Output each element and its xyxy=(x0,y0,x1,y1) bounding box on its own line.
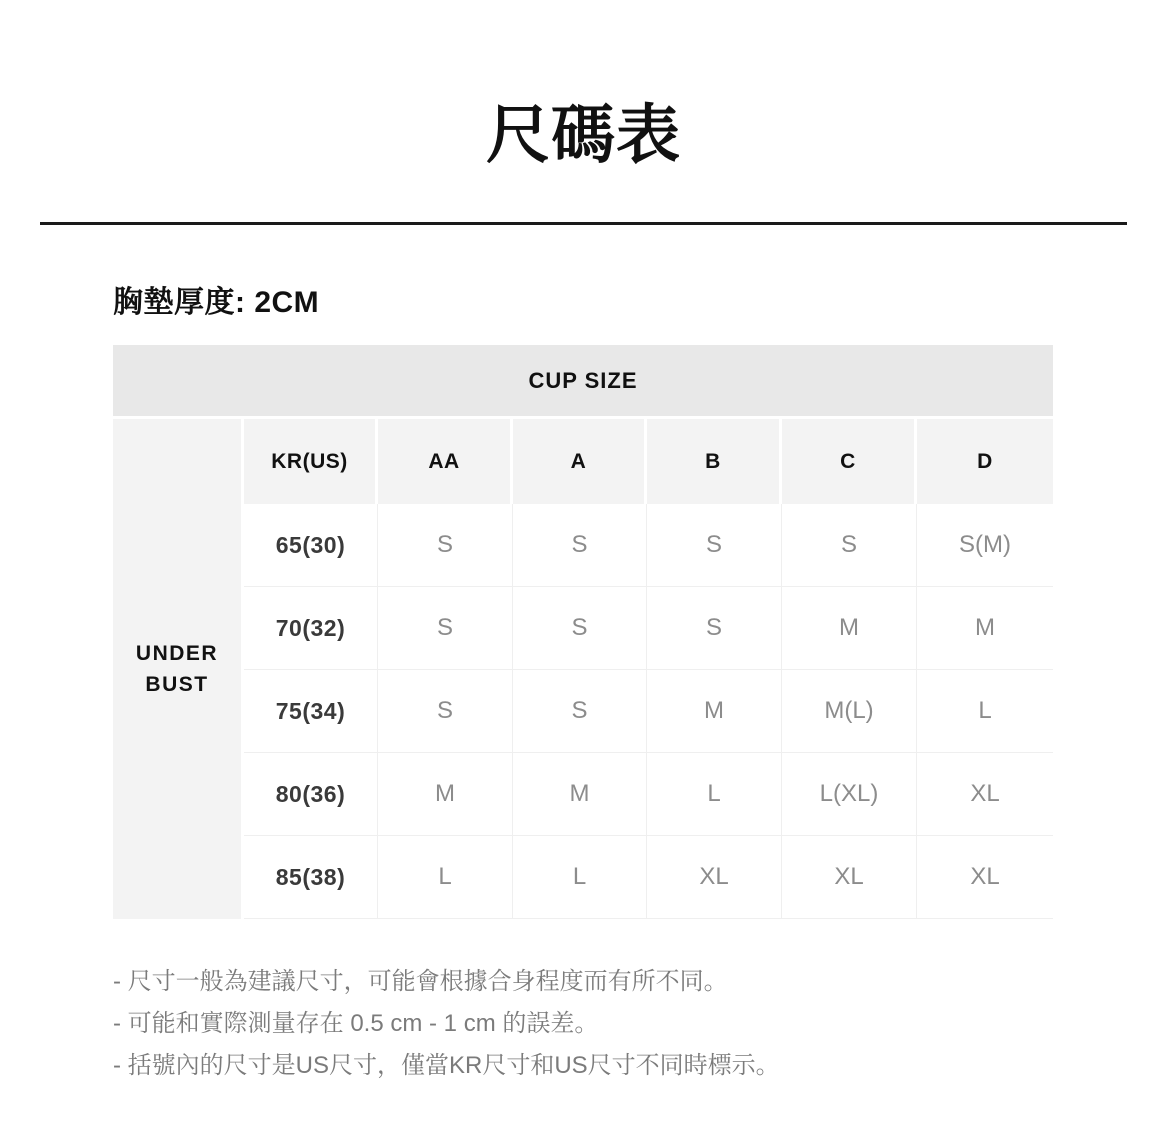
size-cell: S xyxy=(378,587,513,670)
divider xyxy=(40,222,1127,225)
size-cell: M xyxy=(513,753,647,836)
pad-thickness-label: 胸墊厚度: 2CM xyxy=(113,286,320,319)
size-chart-page xyxy=(0,88,1167,1135)
size-cell: S xyxy=(647,587,782,670)
size-cell: L xyxy=(917,670,1053,753)
size-cell: L xyxy=(378,836,513,919)
size-cell: XL xyxy=(782,836,917,919)
table-row-70-32 xyxy=(113,587,1053,670)
size-cell: M xyxy=(647,670,782,753)
size-cell: L xyxy=(647,753,782,836)
table-row-80-36 xyxy=(113,753,1053,836)
size-cell: S(M) xyxy=(917,504,1053,587)
row-label: 75(34) xyxy=(244,670,378,753)
note-line: - 括號內的尺寸是US尺寸，僅當KR尺寸和US尺寸不同時標示。 xyxy=(113,1052,780,1079)
size-cell: S xyxy=(513,587,647,670)
size-cell: M xyxy=(378,753,513,836)
footnotes xyxy=(113,961,1167,1087)
col-header-aa: AA xyxy=(378,419,513,504)
size-cell: S xyxy=(378,504,513,587)
size-table xyxy=(113,345,1053,919)
column-header-row xyxy=(113,419,1053,504)
row-label: 65(30) xyxy=(244,504,378,587)
col-header-d: D xyxy=(917,419,1053,504)
col-header-kr-us: KR(US) xyxy=(244,419,378,504)
table-row-85-38 xyxy=(113,836,1053,919)
size-cell: L xyxy=(513,836,647,919)
cup-size-row xyxy=(113,345,1053,419)
cup-size-header: CUP SIZE xyxy=(113,345,1053,419)
size-cell: M(L) xyxy=(782,670,917,753)
under-bust-line2: BUST xyxy=(145,673,209,696)
size-cell: S xyxy=(782,504,917,587)
under-bust-label xyxy=(113,419,244,919)
size-cell: S xyxy=(513,670,647,753)
size-cell: XL xyxy=(917,836,1053,919)
size-cell: S xyxy=(647,504,782,587)
row-label: 80(36) xyxy=(244,753,378,836)
page-title: 尺碼表 xyxy=(486,99,681,171)
under-bust-line1: UNDER xyxy=(135,642,219,665)
table-row-75-34 xyxy=(113,670,1053,753)
size-cell: M xyxy=(917,587,1053,670)
size-cell: L(XL) xyxy=(782,753,917,836)
size-cell: S xyxy=(378,670,513,753)
note-line: - 尺寸一般為建議尺寸，可能會根據合身程度而有所不同。 xyxy=(113,968,728,995)
col-header-b: B xyxy=(647,419,782,504)
row-label: 70(32) xyxy=(244,587,378,670)
table-row-65-30 xyxy=(113,504,1053,587)
size-cell: M xyxy=(782,587,917,670)
size-cell: XL xyxy=(647,836,782,919)
col-header-a: A xyxy=(513,419,647,504)
col-header-c: C xyxy=(782,419,917,504)
row-label: 85(38) xyxy=(244,836,378,919)
note-line: - 可能和實際測量存在 0.5 cm - 1 cm 的誤差。 xyxy=(113,1010,599,1037)
size-cell: XL xyxy=(917,753,1053,836)
size-cell: S xyxy=(513,504,647,587)
